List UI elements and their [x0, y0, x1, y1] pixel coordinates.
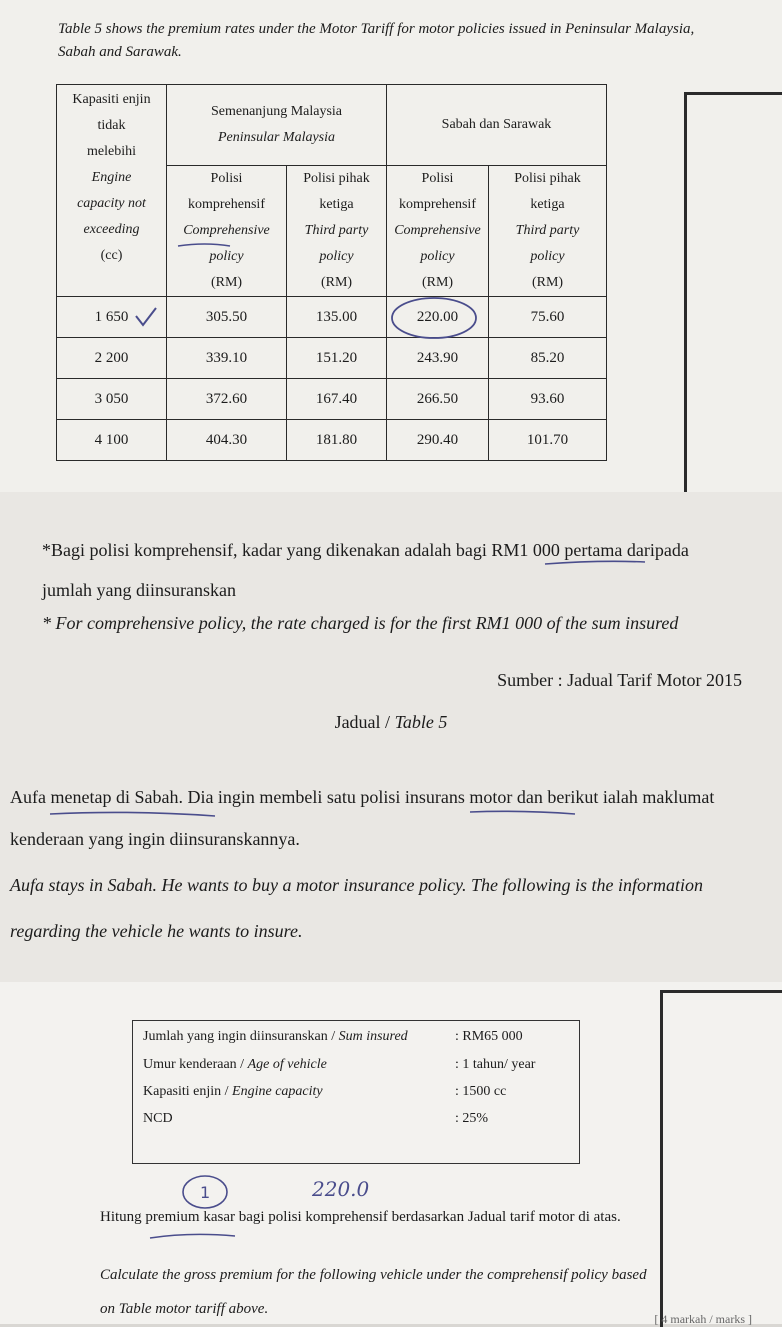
- underline-mark: [178, 244, 230, 246]
- pen-annotations-table: [0, 0, 782, 492]
- info-row-vehicle-age: Umur kenderaan / Age of vehicle : 1 tahun/ year: [143, 1057, 536, 1072]
- region-sabah-sarawak-header: Sabah dan Sarawak: [387, 85, 607, 166]
- comprehensive-rate-note-english: * For comprehensive policy, the rate charged is for the first RM1 000 of the sum insured: [42, 613, 679, 633]
- question-malay: Hitung premium kasar bagi polisi komprehensif berdasarkan Jadual tarif motor di atas.: [100, 1209, 621, 1225]
- info-row-ncd: NCD : 25%: [143, 1111, 489, 1126]
- table-row: 1 650 305.50 135.00 220.00 75.60: [57, 297, 607, 338]
- capacity-header: Kapasiti enjin tidak melebihi Engine capacity not exceeding (cc): [57, 85, 167, 297]
- sabah-comprehensive-header: Polisi komprehensif Comprehensive policy (RM): [387, 166, 489, 297]
- checkmark-icon: [136, 308, 156, 325]
- handwritten-note: 220.0: [312, 1177, 370, 1201]
- scenario-malay: Aufa menetap di Sabah. Dia ingin membeli satu polisi insurans motor dan berikut ialah maklumat kenderaan yang ingin diinsuranskannya.: [10, 787, 715, 849]
- peninsular-third-party-header: Polisi pihak ketiga Third party policy (RM): [287, 166, 387, 297]
- marks-label: [ 4 markah / marks ]: [654, 1312, 752, 1326]
- info-row-engine-capacity: Kapasiti enjin / Engine capacity : 1500 cc: [143, 1084, 507, 1099]
- region-peninsular-header: Semenanjung Malaysia Peninsular Malaysia: [167, 85, 387, 166]
- info-row-sum-insured: Jumlah yang ingin diinsuranskan / Sum insured : RM65 000: [143, 1029, 523, 1044]
- table-row: 4 100 404.30 181.80 290.40 101.70: [57, 420, 607, 461]
- pen-annotations-notes: [0, 492, 782, 982]
- comprehensive-rate-note-malay: *Bagi polisi komprehensif, kadar yang dikenakan adalah bagi RM1 000 pertama daripada jumlah yang diinsuranskan: [42, 540, 689, 600]
- underline-mark: [150, 1234, 235, 1238]
- table-label: Jadual / Table 5: [334, 712, 448, 732]
- question-english: Calculate the gross premium for the following vehicle under the comprehensif policy based on Table motor tariff above.: [100, 1267, 647, 1317]
- underline-mark: [545, 561, 645, 564]
- table-caption: Table 5 shows the premium rates under the Motor Tariff for motor policies issued in Peninsular Malaysia, Sabah and Sarawak.: [58, 21, 695, 60]
- source-label: Sumber : Jadual Tarif Motor 2015: [497, 670, 742, 690]
- underline-mark: [50, 812, 215, 816]
- table-row: 3 050 372.60 167.40 266.50 93.60: [57, 379, 607, 420]
- underline-mark: [470, 811, 575, 814]
- sabah-third-party-header: Polisi pihak ketiga Third party policy (RM): [489, 166, 607, 297]
- scenario-english: Aufa stays in Sabah. He wants to buy a motor insurance policy. The following is the information regarding the vehicle he wants to insure.: [10, 875, 703, 941]
- question-number: 1: [200, 1183, 211, 1202]
- circle-mark: [392, 298, 476, 338]
- table-row: 2 200 339.10 151.20 243.90 85.20: [57, 338, 607, 379]
- peninsular-comprehensive-header: Polisi komprehensif Comprehensive policy (RM): [167, 166, 287, 297]
